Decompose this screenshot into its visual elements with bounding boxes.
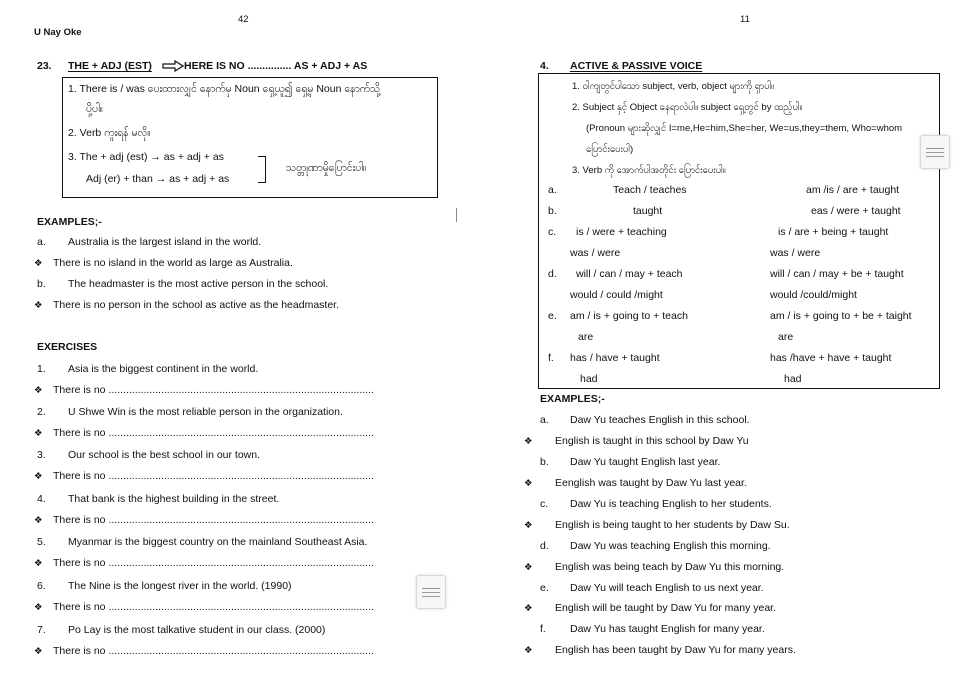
- passive-form: has /have + have + taught: [770, 352, 892, 364]
- active-form-past: was / were: [570, 247, 621, 259]
- bullet-icon: ❖: [524, 645, 533, 656]
- voice-rule-2-end: ပြောင်းပေးပါ): [586, 144, 634, 155]
- exercise-sentence: U Shwe Win is the most reliable person in the organization.: [68, 406, 343, 418]
- examples-heading-right: EXAMPLES;-: [540, 393, 605, 405]
- bullet-icon: ❖: [34, 258, 43, 269]
- scroll-handle-icon[interactable]: [920, 135, 950, 169]
- exercise-answer-line[interactable]: There is no ...........................................................................................: [53, 601, 374, 613]
- passive-form: am / is + going to + be + taight: [770, 310, 912, 322]
- exercise-sentence: Myanmar is the biggest country on the mainland Southeast Asia.: [68, 536, 368, 548]
- example-passive-sentence: English has been taught by Daw Yu for many years.: [555, 644, 796, 656]
- exercise-sentence: That bank is the highest building in the street.: [68, 493, 280, 505]
- exercise-answer-line[interactable]: There is no ...........................................................................................: [53, 470, 374, 482]
- exercise-number: 3.: [37, 449, 46, 461]
- example-label: b.: [540, 456, 549, 468]
- section-number: 23.: [37, 60, 52, 72]
- bullet-icon: ❖: [524, 562, 533, 573]
- row-label: e.: [548, 310, 557, 322]
- voice-rule-3: 3. Verb ကို အောက်ပါအတိုင်း ပြောင်းပေးပါ။: [572, 165, 726, 176]
- example-passive-sentence: Eenglish was taught by Daw Yu last year.: [555, 477, 747, 489]
- example-label: f.: [540, 623, 546, 635]
- active-form: am / is + going to + teach: [570, 310, 688, 322]
- exercise-answer-line[interactable]: There is no ...........................................................................................: [53, 514, 374, 526]
- row-label: b.: [548, 205, 557, 217]
- row-label: c.: [548, 226, 557, 238]
- rule-bracket: [258, 156, 266, 183]
- voice-rule-2-pronouns: (Pronoun များဆိုလျှင် I=me,He=him,She=her, We=us,they=them, Who=whom: [586, 123, 903, 134]
- passive-form-past: had: [784, 373, 802, 385]
- exercises-heading: EXERCISES: [37, 341, 98, 353]
- exercise-sentence: Our school is the best school in our town.: [68, 449, 261, 461]
- exercise-answer-line[interactable]: There is no ...........................................................................................: [53, 384, 374, 396]
- example-passive-sentence: English is being taught to her students by Daw Su.: [555, 519, 790, 531]
- example-passive-sentence: English is taught in this school by Daw Yu: [555, 435, 749, 447]
- active-form-plural: are: [578, 331, 594, 343]
- bullet-icon: ❖: [34, 428, 43, 439]
- scroll-handle-icon[interactable]: [416, 575, 446, 609]
- example-active-sentence: Daw Yu will teach English to us next year.: [570, 582, 764, 594]
- example-a-sentence: Australia is the largest island in the world.: [68, 236, 262, 248]
- voice-rule-1: 1. ဝါကျတွင်ပါသော subject, verb, object များကို ရှာပါ။: [572, 81, 775, 92]
- exercise-answer-line[interactable]: There is no ...........................................................................................: [53, 427, 374, 439]
- examples-heading-left: EXAMPLES;-: [37, 216, 102, 228]
- example-a-label: a.: [37, 236, 46, 248]
- example-active-sentence: Daw Yu taught English last year.: [570, 456, 721, 468]
- exercise-sentence: The Nine is the longest river in the world. (1990): [68, 580, 292, 592]
- example-active-sentence: Daw Yu is teaching English to her students.: [570, 498, 772, 510]
- example-passive-sentence: English was being teach by Daw Yu this morning.: [555, 561, 785, 573]
- bullet-icon: ❖: [524, 520, 533, 531]
- exercise-number: 2.: [37, 406, 46, 418]
- passive-form: am /is / are + taught: [806, 184, 900, 196]
- exercise-sentence: Asia is the biggest continent in the world.: [68, 363, 259, 375]
- exercise-sentence: Po Lay is the most talkative student in our class. (2000): [68, 624, 326, 636]
- active-form-past: had: [580, 373, 598, 385]
- bullet-icon: ❖: [524, 478, 533, 489]
- exercise-number: 5.: [37, 536, 46, 548]
- passive-form-past: was / were: [770, 247, 821, 259]
- example-a-answer: There is no island in the world as large as Australia.: [53, 257, 293, 269]
- author-name: U Nay Oke: [34, 27, 82, 38]
- rule-2: 2. Verb ကူးရန် မလို။: [68, 127, 151, 139]
- section-title-active-passive: ACTIVE & PASSIVE VOICE: [570, 60, 703, 72]
- passive-form-past: would /could/might: [770, 289, 857, 301]
- text-cursor: [456, 208, 457, 222]
- active-form: taught: [633, 205, 663, 217]
- bullet-icon: ❖: [34, 300, 43, 311]
- active-form: is / were + teaching: [576, 226, 667, 238]
- section-title-the-adj-est: THE + ADJ (EST): [68, 60, 152, 72]
- bullet-icon: ❖: [524, 603, 533, 614]
- bullet-icon: ❖: [34, 602, 43, 613]
- active-form: has / have + taught: [570, 352, 660, 364]
- exercise-answer-line[interactable]: There is no ...........................................................................................: [53, 557, 374, 569]
- section-number-right: 4.: [540, 60, 549, 72]
- example-label: d.: [540, 540, 549, 552]
- exercise-number: 4.: [37, 493, 46, 505]
- bullet-icon: ❖: [34, 385, 43, 396]
- exercise-number: 6.: [37, 580, 46, 592]
- page-number-right: 11: [740, 14, 750, 25]
- voice-rule-2: 2. Subject နှင့် Object နေရာလဲပါ။ subject ရှေ့တွင် by ထည့်ပါ။: [572, 102, 803, 113]
- passive-form-plural: are: [778, 331, 794, 343]
- example-active-sentence: Daw Yu has taught English for many year.: [570, 623, 765, 635]
- rule-3-note: သတ္တုဏာမှိုပြောင်းပါ။: [286, 162, 367, 174]
- bullet-icon: ❖: [34, 646, 43, 657]
- example-active-sentence: Daw Yu was teaching English this morning.: [570, 540, 771, 552]
- exercise-number: 7.: [37, 624, 46, 636]
- active-form-past: would / could /might: [570, 289, 663, 301]
- passive-form: will / can / may + be + taught: [770, 268, 904, 280]
- rule-1-line-2: ပို့ပါ။: [86, 103, 103, 115]
- row-label: a.: [548, 184, 557, 196]
- passive-form: is / are + being + taught: [778, 226, 889, 238]
- passive-form: eas / were + taught: [811, 205, 901, 217]
- bullet-icon: ❖: [34, 558, 43, 569]
- example-label: c.: [540, 498, 549, 510]
- example-label: e.: [540, 582, 549, 594]
- rule-3-line-2: Adj (er) + than → as + adj + as: [86, 173, 230, 185]
- bullet-icon: ❖: [524, 436, 533, 447]
- bullet-icon: ❖: [34, 471, 43, 482]
- row-label: d.: [548, 268, 557, 280]
- bullet-icon: ❖: [34, 515, 43, 526]
- example-b-sentence: The headmaster is the most active person in the school.: [68, 278, 329, 290]
- page-number-left: 42: [238, 14, 249, 25]
- example-b-label: b.: [37, 278, 46, 290]
- active-form: will / can / may + teach: [576, 268, 683, 280]
- row-label: f.: [548, 352, 554, 364]
- exercise-answer-line[interactable]: There is no ...........................................................................................: [53, 645, 374, 657]
- example-active-sentence: Daw Yu teaches English in this school.: [570, 414, 750, 426]
- section-title-there-is-no: HERE IS NO ............... AS + ADJ + AS: [184, 60, 368, 72]
- arrow-right-icon: [162, 60, 184, 72]
- rule-1-line-1: 1. There is / was ပေးထားလျှင် နောက်မှ Noun ရှေ့ယူ၍ ရှေ့မှ Noun နောက်သို့: [68, 83, 381, 95]
- example-label: a.: [540, 414, 549, 426]
- rule-3-line-1: 3. The + adj (est) → as + adj + as: [68, 151, 224, 163]
- example-passive-sentence: English will be taught by Daw Yu for many year.: [555, 602, 777, 614]
- example-b-answer: There is no person in the school as active as the headmaster.: [53, 299, 339, 311]
- active-form: Teach / teaches: [613, 184, 687, 196]
- exercise-number: 1.: [37, 363, 46, 375]
